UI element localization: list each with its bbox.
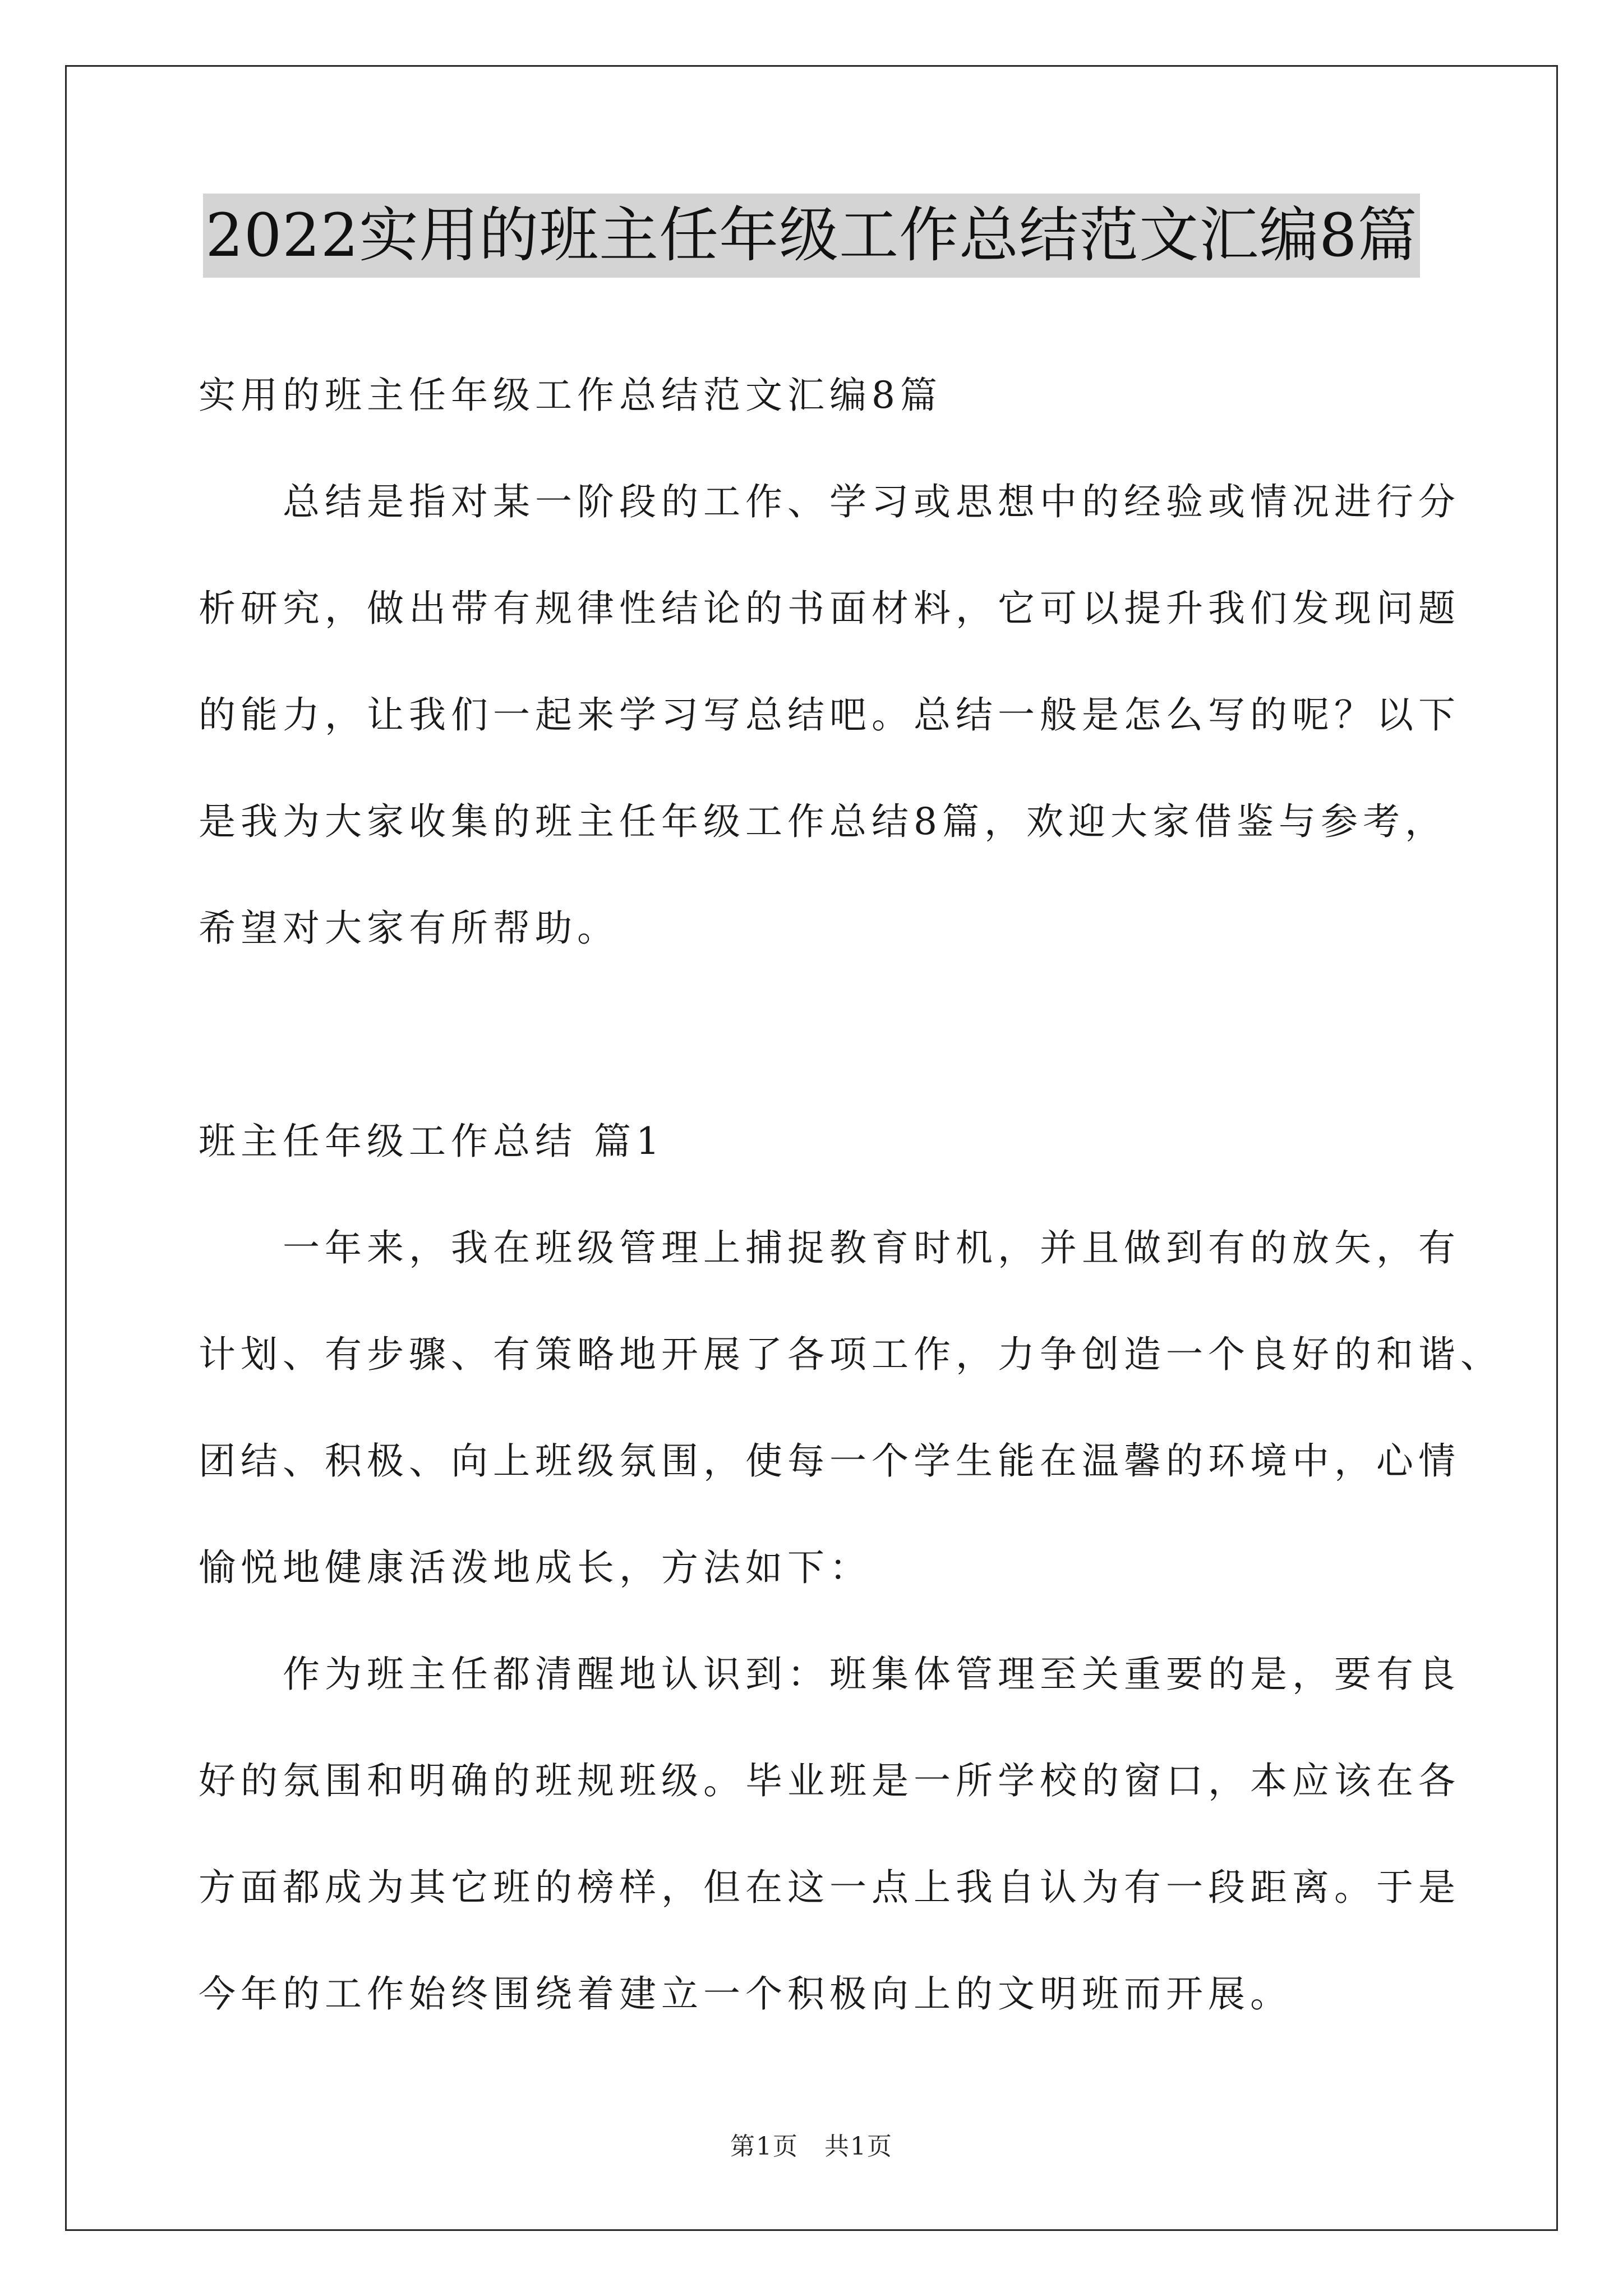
paragraph-line: 今年的工作始终围绕着建立一个积极向上的文明班而开展。: [199, 1972, 1292, 2016]
document-title: 2022实用的班主任年级工作总结范文汇编8篇: [203, 194, 1419, 278]
page-footer: 第1页 共1页: [730, 2132, 893, 2161]
title-container: [0, 194, 1623, 278]
paragraph-line: 方面都成为其它班的榜样，但在这一点上我自认为有一段距离。于是: [199, 1866, 1460, 1909]
intro-line: 是我为大家收集的班主任年级工作总结8篇，欢迎大家借鉴与参考，: [199, 800, 1447, 843]
intro-line: 希望对大家有所帮助。: [199, 907, 619, 950]
intro-line: 析研究，做出带有规律性结论的书面材料，它可以提升我们发现问题: [199, 587, 1460, 630]
paragraph-line: 愉悦地健康活泼地成长，方法如下：: [199, 1546, 872, 1589]
paragraph-line: 作为班主任都清醒地认识到：班集体管理至关重要的是，要有良: [283, 1653, 1460, 1696]
paragraph-line: 计划、有步骤、有策略地开展了各项工作，力争创造一个良好的和谐、: [199, 1333, 1502, 1376]
paragraph-line: 好的氛围和明确的班规班级。毕业班是一所学校的窗口，本应该在各: [199, 1759, 1460, 1802]
document-body: [199, 342, 1502, 2047]
document-subtitle: 实用的班主任年级工作总结范文汇编8篇: [199, 374, 942, 417]
intro-line: 总结是指对某一阶段的工作、学习或思想中的经验或情况进行分: [283, 480, 1460, 523]
spacer: [199, 982, 1472, 1088]
intro-line: 的能力，让我们一起来学习写总结吧。总结一般是怎么写的呢？以下: [199, 693, 1460, 737]
section-heading: 班主任年级工作总结 篇1: [199, 1120, 665, 1163]
paragraph-line: 团结、积极、向上班级氛围，使每一个学生能在温馨的环境中，心情: [199, 1439, 1460, 1483]
paragraph-line: 一年来，我在班级管理上捕捉教育时机，并且做到有的放矢，有: [283, 1226, 1460, 1269]
